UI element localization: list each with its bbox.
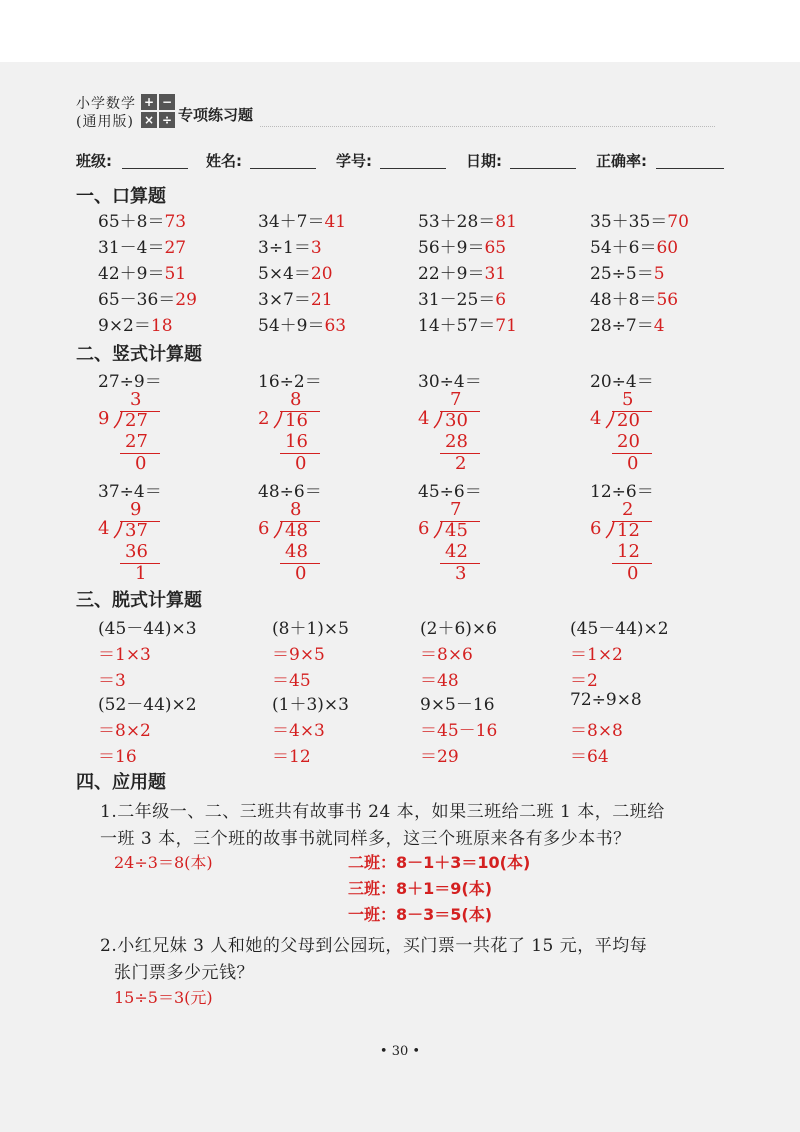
division-bracket [111,410,125,429]
quotient: 7 [450,499,462,520]
problem2-text-line1: 2.小红兄妹 3 人和她的父母到公园玩，买门票一共花了 15 元，平均每 [100,936,648,956]
division-bracket [603,520,617,539]
remainder: 0 [295,563,307,584]
problem1-answer-class1: 一班：8－3＝5(本) [348,905,493,924]
division-bracket [431,410,445,429]
long-division [98,501,198,597]
problem2-text-line2: 张门票多少元钱？ [114,963,254,983]
stepwise-step1: ＝1×3 [98,645,151,665]
dividend: 48 [285,520,308,541]
oral-answer: 41 [324,212,347,232]
product: 28 [445,431,468,452]
stepwise-step2: ＝48 [420,671,459,691]
oral-item [258,311,346,336]
divisor: 6 [418,518,430,539]
product: 27 [125,431,148,452]
long-division [258,391,358,487]
oral-item [258,285,333,310]
stepwise-question: 9×5－16 [420,695,495,715]
oral-question: 31－25＝ [418,290,496,310]
stepwise-step1: ＝9×5 [272,645,325,665]
section-oral-title: 一、口算题 [76,186,166,207]
division-question: 48÷6＝ [258,482,322,502]
divisor: 4 [590,408,602,429]
stepwise-step1: ＝1×2 [570,645,623,665]
problem1-answer: 24÷3＝8(本) [114,853,213,872]
quotient: 2 [622,499,634,520]
page-number: • 30 • [379,1044,421,1059]
oral-answer: 3 [310,238,322,258]
division-bracket [111,520,125,539]
oral-answer: 81 [495,212,517,232]
dividend: 20 [617,410,640,431]
division-question: 30÷4＝ [418,372,482,392]
remainder: 1 [135,563,147,584]
oral-item [258,233,322,258]
divisor: 2 [258,408,270,429]
stepwise-question: (45－44)×2 [570,619,669,639]
student-id-label: 学号: [336,152,372,170]
division-bracket [603,410,617,429]
dividend: 45 [445,520,468,541]
long-division [98,391,198,487]
oral-item [98,259,186,284]
section-stepwise-title: 三、脱式计算题 [76,590,202,611]
oral-item [590,207,689,232]
oral-answer: 71 [495,316,517,336]
product: 12 [617,541,640,562]
divisor: 4 [418,408,430,429]
problem2-answer: 15÷5＝3(元) [114,988,213,1007]
operators-logo [141,94,177,130]
accuracy-label: 正确率: [596,152,647,170]
divisor: 6 [590,518,602,539]
oral-answer: 20 [310,264,333,284]
dividend: 27 [125,410,148,431]
oral-answer: 29 [175,290,197,310]
division-bracket [271,520,285,539]
remainder: 0 [627,453,639,474]
oral-item [98,233,186,258]
stepwise-question: (52－44)×2 [98,695,197,715]
oral-answer: 51 [164,264,187,284]
oral-answer: 31 [484,264,507,284]
series-edition: (通用版) [76,114,134,130]
oral-item [258,207,346,232]
dividend: 37 [125,520,148,541]
stepwise-step1: ＝4×3 [272,721,325,741]
stepwise-question: (45－44)×3 [98,619,197,639]
quotient: 3 [130,389,142,410]
oral-item [418,311,517,336]
long-division [418,501,518,597]
oral-answer: 73 [164,212,187,232]
product: 48 [285,541,308,562]
stepwise-question: (1＋3)×3 [272,695,349,715]
stepwise-step2: ＝29 [420,747,459,767]
problem1-answer-class3: 三班：8＋1＝9(本) [348,879,493,898]
oral-question: 56＋9＝ [418,238,485,258]
oral-answer: 70 [667,212,689,232]
oral-question: 48＋8＝ [590,290,657,310]
oral-question: 31－4＝ [98,238,165,258]
oral-answer: 27 [164,238,187,258]
oral-item [258,259,333,284]
long-division [590,391,690,487]
oral-item [590,285,678,310]
quotient: 8 [290,499,302,520]
problem1-text-line1: 1.二年级一、二、三班共有故事书 24 本，如果三班给二班 1 本，二班给 [100,802,665,822]
section-vertical-title: 二、竖式计算题 [76,344,202,365]
oral-question: 28÷7＝ [590,316,654,336]
quotient: 9 [130,499,142,520]
oral-question: 25÷5＝ [590,264,654,284]
oral-item [590,233,678,258]
accuracy-blank [656,168,724,169]
oral-item [590,259,665,284]
stepwise-step1: ＝45－16 [420,721,498,741]
oral-answer: 56 [656,290,679,310]
oral-item [418,285,506,310]
oral-question: 3×7＝ [258,290,311,310]
class-label: 班级: [76,152,112,170]
oral-question: 54＋6＝ [590,238,657,258]
stepwise-step1: ＝8×8 [570,721,623,741]
long-division [590,501,690,597]
plus-icon: + [141,94,157,110]
oral-question: 22＋9＝ [418,264,485,284]
stepwise-question: (8＋1)×5 [272,619,349,639]
oral-question: 65＋8＝ [98,212,165,232]
oral-question: 42＋9＝ [98,264,165,284]
stepwise-step2: ＝2 [570,671,598,691]
oral-item [418,207,517,232]
oral-answer: 5 [653,264,665,284]
oral-question: 34＋7＝ [258,212,325,232]
division-question: 27÷9＝ [98,372,162,392]
oral-answer: 18 [150,316,173,336]
division-bracket [271,410,285,429]
dividend: 16 [285,410,308,431]
product: 20 [617,431,640,452]
remainder: 0 [295,453,307,474]
oral-item [590,311,665,336]
divisor: 4 [98,518,110,539]
oral-question: 9×2＝ [98,316,151,336]
long-division [418,391,518,487]
stepwise-step2: ＝12 [272,747,311,767]
oral-item [418,233,506,258]
long-division [258,501,358,597]
header-divider [260,126,715,127]
minus-icon: − [159,94,175,110]
product: 16 [285,431,308,452]
name-label: 姓名: [206,152,242,170]
series-name: 小学数学 [76,96,136,112]
division-question: 45÷6＝ [418,482,482,502]
division-question: 16÷2＝ [258,372,322,392]
divisor: 9 [98,408,110,429]
times-icon: × [141,112,157,128]
product: 42 [445,541,468,562]
oral-answer: 6 [495,290,507,310]
divide-icon: ÷ [159,112,175,128]
stepwise-step2: ＝3 [98,671,126,691]
oral-item [98,311,173,336]
oral-question: 3÷1＝ [258,238,311,258]
division-question: 37÷4＝ [98,482,162,502]
division-question: 12÷6＝ [590,482,654,502]
quotient: 5 [622,389,634,410]
problem1-answer-class2: 二班：8－1＋3＝10(本) [348,853,531,872]
oral-answer: 63 [324,316,347,336]
product: 36 [125,541,148,562]
remainder: 2 [455,453,467,474]
date-blank [510,168,576,169]
dividend: 30 [445,410,468,431]
stepwise-question: (2＋6)×6 [420,619,497,639]
oral-question: 54＋9＝ [258,316,325,336]
stepwise-step1: ＝8×2 [98,721,151,741]
top-margin [0,0,800,62]
oral-question: 53＋28＝ [418,212,496,232]
problem1-text-line2: 一班 3 本，三个班的故事书就同样多，这三个班原来各有多少本书？ [100,829,631,849]
oral-answer: 65 [484,238,507,258]
stepwise-step2: ＝45 [272,671,311,691]
oral-answer: 60 [656,238,679,258]
oral-question: 14＋57＝ [418,316,496,336]
stepwise-step1: ＝8×6 [420,645,473,665]
worksheet-title: 专项练习题 [178,106,254,124]
oral-answer: 21 [310,290,333,310]
stepwise-question: 72÷9×8 [570,690,642,710]
stepwise-step2: ＝16 [98,747,137,767]
oral-question: 5×4＝ [258,264,311,284]
quotient: 7 [450,389,462,410]
oral-question: 35＋35＝ [590,212,668,232]
oral-item [98,285,197,310]
division-question: 20÷4＝ [590,372,654,392]
date-label: 日期: [466,152,502,170]
student-id-blank [380,168,446,169]
remainder: 3 [455,563,467,584]
name-blank [250,168,316,169]
divisor: 6 [258,518,270,539]
remainder: 0 [135,453,147,474]
class-blank [122,168,188,169]
oral-item [418,259,506,284]
oral-answer: 4 [653,316,665,336]
oral-item [98,207,186,232]
oral-question: 65－36＝ [98,290,176,310]
section-applied-title: 四、应用题 [76,772,166,793]
quotient: 8 [290,389,302,410]
stepwise-step2: ＝64 [570,747,609,767]
division-bracket [431,520,445,539]
remainder: 0 [627,563,639,584]
dividend: 12 [617,520,640,541]
